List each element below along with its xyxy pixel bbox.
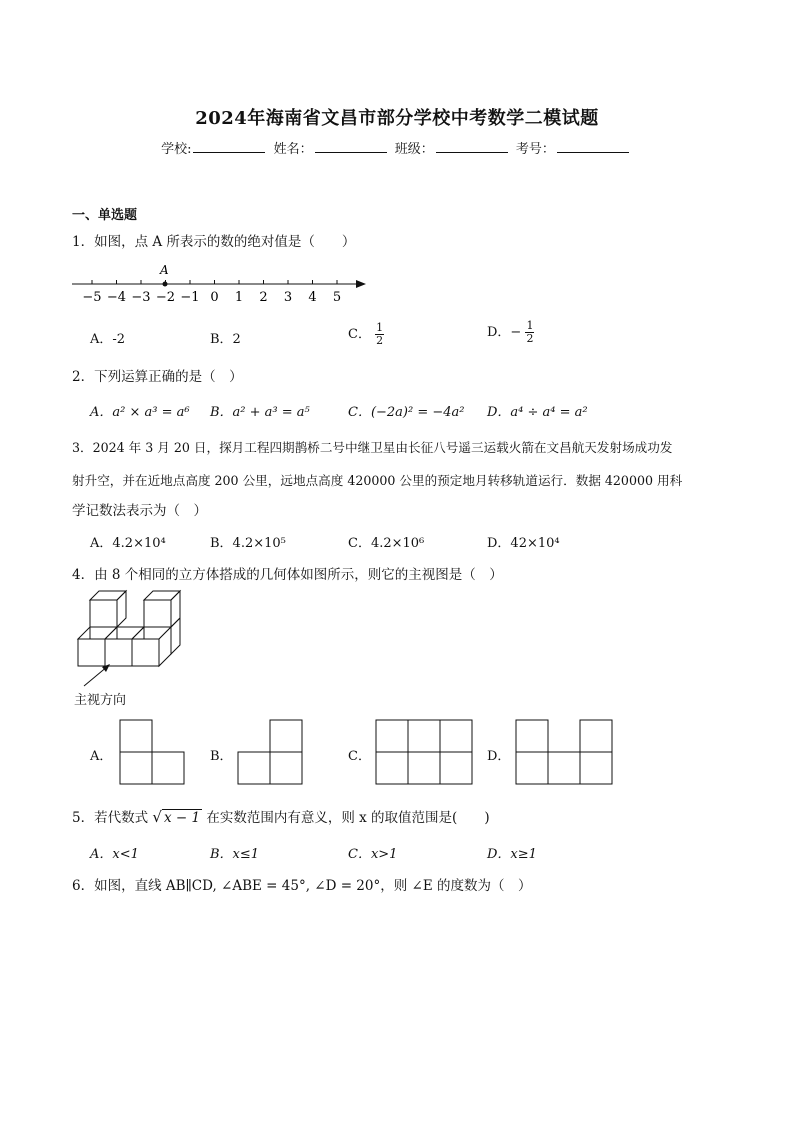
exam-no-blank[interactable] [557,140,629,153]
q1-option-d-fraction [525,320,534,345]
number-line-tick-label: −1 [180,290,200,305]
q5-option-b[interactable]: B．x≤1 [210,847,260,862]
q5-option-c[interactable]: C．x>1 [348,847,398,862]
q1-option-c[interactable] [348,322,384,347]
question-2-stem: 2．下列运算正确的是（ ） [72,369,243,385]
q1-option-a[interactable]: A．-2 [90,332,126,347]
q5-option-d[interactable]: D．x≥1 [487,847,537,862]
cube-side-face [171,618,180,654]
number-line-tick-label: 2 [259,290,268,305]
fraction-denominator: 2 [376,334,384,347]
cube-front [132,639,159,666]
cube-top-face [90,591,126,600]
cube-front [78,639,105,666]
number-line-tick-label: 3 [283,290,293,305]
q2-option-c[interactable]: C．(−2a)² = −4a² [348,405,465,420]
q1-option-b[interactable]: B．2 [210,332,241,347]
point-a-dot [163,282,168,287]
q1-option-d-prefix: D．− [487,325,522,340]
question-3-line-3: 学记数法表示为（ ） [72,503,207,519]
cube-side-face [171,591,180,627]
q2-option-d[interactable]: D．a⁴ ÷ a⁴ = a² [487,405,588,420]
section-heading: 一、单选题 [72,208,138,223]
number-line-tick-label: 5 [332,290,342,305]
q4-option-c-figure[interactable] [374,718,474,786]
fraction-numerator: 1 [526,319,534,332]
number-line-tick-label: 1 [234,290,244,305]
q4-option-d-label[interactable]: D． [487,749,511,764]
number-line-figure [68,258,378,308]
name-blank[interactable] [315,140,387,153]
q1-option-c-fraction [375,322,384,347]
cube-back-right-top [144,600,171,627]
q5-stem-pre: 5．若代数式 [72,810,149,826]
sqrt-icon: √ [152,808,162,826]
school-blank[interactable] [193,140,265,153]
q5-radicand: x − 1 [163,810,201,826]
point-a-label: A [160,263,169,277]
q4-option-d-figure[interactable] [514,718,614,786]
question-3-line-2: 射升空，并在近地点高度 200 公里，远地点高度 420000 公里的预定地月转移轨道运行．数据 420000 用科 [72,473,683,488]
question-3-line-1: 3．2024 年 3 月 20 日，探月工程四期鹊桥二号中继卫星由长征八号遥三运载火箭在文昌航天发射场成功发 [72,440,673,455]
fraction-numerator: 1 [376,321,384,334]
cube-front [105,639,132,666]
q5-option-a[interactable]: A．x<1 [90,847,139,862]
q1-option-d[interactable] [487,320,534,345]
q2-option-b[interactable]: B．a² + a³ = a⁵ [210,405,310,420]
question-4-stem: 4．由 8 个相同的立方体搭成的几何体如图所示，则它的主视图是（ ） [72,567,503,583]
number-line-tick-label: −5 [82,290,102,305]
number-line-tick-label: −3 [131,290,151,305]
q4-option-b-label[interactable]: B． [210,749,233,764]
exam-no-label: 考号： [515,142,555,157]
number-line-tick-label: 4 [308,290,317,305]
question-5-stem [72,806,490,826]
q5-stem-post: 在实数范围内有意义，则 x 的取值范围是( ) [206,810,490,826]
q3-option-d[interactable]: D．42×10⁴ [487,536,560,551]
school-label: 学校: [161,142,192,157]
cube-side-face [159,627,171,666]
cube-side-face [117,591,126,627]
number-line-tick-label: 0 [210,290,219,305]
q2-option-a[interactable]: A．a² × a³ = a⁶ [90,405,190,420]
q4-option-b-figure[interactable] [236,718,304,786]
q1-option-c-prefix: C． [348,327,371,342]
cube-top-face [144,591,180,600]
page-title: 2024年海南省文昌市部分学校中考数学二模试题 [195,108,599,129]
number-line-tick-label: −2 [155,290,176,305]
q4-option-a-figure[interactable] [118,718,186,786]
fraction-denominator: 2 [526,332,534,345]
student-info-line [0,138,794,157]
cube-solid-figure [72,588,192,698]
q4-option-a-label[interactable]: A． [90,749,113,764]
q4-option-c-label[interactable]: C． [348,749,371,764]
q3-option-b[interactable]: B．4.2×10⁵ [210,536,286,551]
name-label: 姓名： [273,142,313,157]
class-blank[interactable] [436,140,508,153]
class-label: 班级： [394,142,434,157]
q3-option-a[interactable]: A．4.2×10⁴ [90,536,166,551]
view-direction-label: 主视方向 [74,693,127,708]
cube-back-left-top [90,600,117,627]
question-1-stem: 1．如图，点 A 所表示的数的绝对值是（ ） [72,234,356,250]
question-6-stem: 6．如图，直线 AB∥CD, ∠ABE = 45°, ∠D = 20°，则 ∠E 的度数为（ ） [72,878,532,894]
number-line-tick-label: −4 [106,290,127,305]
number-line-arrow [356,280,366,288]
q3-option-c[interactable]: C．4.2×10⁶ [348,536,425,551]
